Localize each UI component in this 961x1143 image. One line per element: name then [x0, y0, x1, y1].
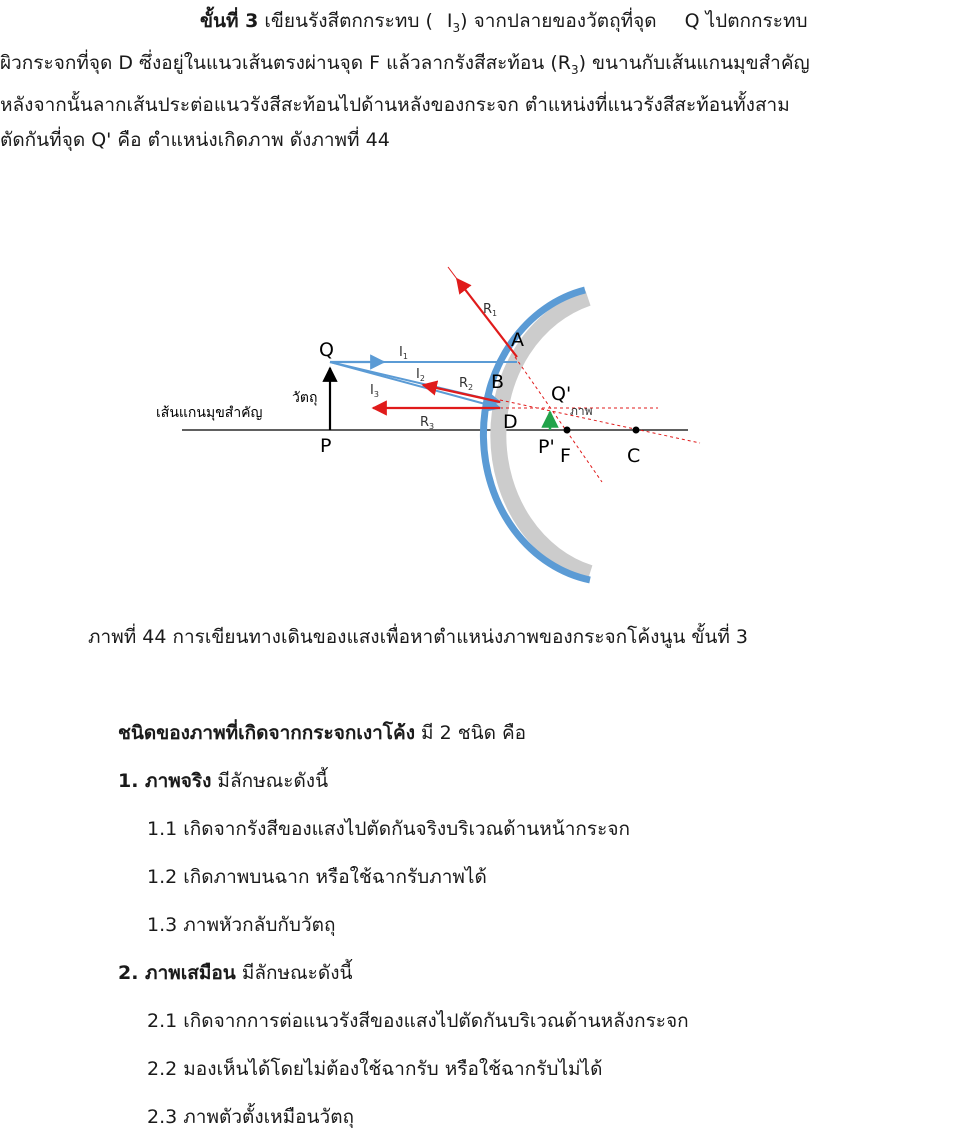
label-object: วัตถุ: [292, 390, 318, 406]
label-principal-axis: เส้นแกนมุขสำคัญ: [156, 405, 263, 421]
label-point-a: A: [511, 329, 524, 351]
types-heading: ชนิดของภาพที่เกิดจากกระจกเงาโค้ง มี 2 ชนิด คือ: [118, 722, 527, 744]
real-image-heading: 1. ภาพจริง มีลักษณะดังนี้: [118, 770, 329, 792]
focal-point-dot: [564, 427, 571, 434]
extension-r2: [500, 400, 700, 443]
real-image-item: 1.2 เกิดภาพบนฉาก หรือใช้ฉากรับภาพได้: [147, 866, 487, 888]
paragraph-line-2: ผิวกระจกที่จุด D ซึ่งอยู่ในแนวเส้นตรงผ่านจุด F แล้วลากรังสีสะท้อน $(R_3)$ ขนานกับเส้นแกนมุขสำคัญ: [0, 51, 810, 77]
incident-ray-i3: [330, 362, 500, 408]
label-r3: $R_3$: [420, 415, 435, 431]
label-point-b: B: [491, 371, 505, 393]
reflected-ray-r1: [457, 279, 517, 357]
label-i3: $I_3$: [370, 383, 379, 399]
label-r2: $R_2$: [459, 376, 474, 392]
virtual-image-heading: 2. ภาพเสมือน มีลักษณะดังนี้: [118, 962, 353, 984]
real-image-item: 1.3 ภาพหัวกลับกับวัตถุ: [147, 914, 336, 936]
virtual-image-item: 2.2 มองเห็นได้โดยไม่ต้องใช้ฉากรับ หรือใช้ฉากรับไม่ได้: [147, 1058, 603, 1080]
label-i1: $I_1$: [399, 345, 408, 361]
label-r1: $R_1$: [483, 302, 498, 318]
label-point-p: P: [320, 435, 332, 457]
label-center-point: C: [627, 445, 641, 467]
center-point-dot: [633, 427, 640, 434]
virtual-image-item: 2.1 เกิดจากการต่อแนวรังสีของแสงไปตัดกันบริเวณด้านหลังกระจก: [147, 1010, 689, 1032]
label-point-q-prime: Q': [551, 383, 572, 405]
step-label: ขั้นที่ 3: [200, 10, 259, 32]
reflected-ray-r1-tail: [448, 267, 457, 279]
label-i2: $I_2$: [416, 367, 425, 383]
paragraph-line-4: ตัดกันที่จุด Q' คือ ตำแหน่งเกิดภาพ ดังภาพที่ 44: [0, 128, 390, 151]
label-image: ภาพ: [570, 404, 593, 418]
step-paragraph: [0, 4, 945, 158]
paragraph-line-3: หลังจากนั้นลากเส้นประต่อแนวรังสีสะท้อนไปด้านหลังของกระจก ตำแหน่งที่แนวรังสีสะท้อนทั้งสาม: [0, 93, 790, 116]
label-point-d: D: [503, 411, 518, 433]
label-point-q: Q: [319, 339, 334, 361]
label-point-p-prime: P': [538, 436, 555, 458]
virtual-image-item: 2.3 ภาพตัวตั้งเหมือนวัตถุ: [147, 1106, 355, 1128]
real-image-item: 1.1 เกิดจากรังสีของแสงไปตัดกันจริงบริเวณด้านหน้ากระจก: [147, 818, 630, 840]
label-focal-point: F: [560, 445, 571, 467]
figure-caption: ภาพที่ 44 การเขียนทางเดินของแสงเพื่อหาตำแหน่งภาพของกระจกโค้งนูน ขั้นที่ 3: [88, 626, 749, 648]
ray-diagram: [0, 258, 961, 588]
paragraph-line-1: ขั้นที่ 3 เขียนรังสีตกกระทบ ( $I_3$) จากปลายของวัตถุที่จุด Q ไปตกกระทบ: [200, 10, 808, 35]
